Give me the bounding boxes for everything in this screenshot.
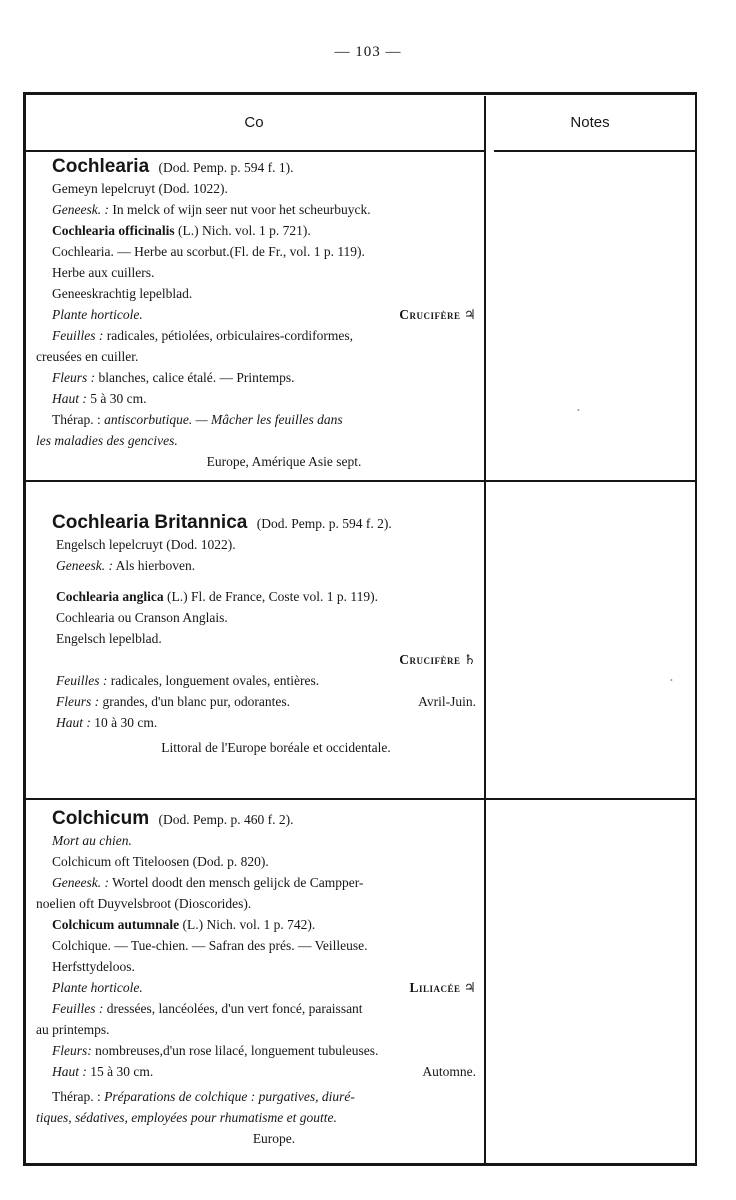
text-line: Colchicum oft Titeloosen (Dod. p. 820).	[52, 854, 269, 869]
page-number: — 103 —	[334, 44, 402, 60]
family-name: Crucifère	[399, 652, 461, 667]
entry-cochlearia	[24, 156, 484, 472]
text-line: Cochlearia ou Cranson Anglais.	[56, 610, 228, 625]
entry-title-ref: (Dod. Pemp. p. 460 f. 2).	[158, 812, 294, 827]
text-line: Fleurs : blanches, calice étalé. — Printemps.	[52, 370, 295, 385]
text-line: les maladies des gencives.	[36, 433, 178, 448]
text-line: Feuilles : radicales, pétiolées, orbiculaires-cordiformes,	[52, 328, 354, 343]
entry-cochlearia-britannica	[24, 512, 484, 758]
text-line: Geneesk. : Wortel doodt den mensch gelijck de Campper-	[52, 875, 364, 890]
text-line: Herbe aux cuillers.	[52, 265, 155, 280]
species-name: Colchicum autumnale	[52, 917, 180, 932]
text-line: Haut : 10 à 30 cm.	[56, 715, 158, 730]
text-line: Herfsttydeloos.	[52, 959, 135, 974]
text-line: Haut : 5 à 30 cm.	[52, 391, 147, 406]
text-line: Engelsch lepelcruyt (Dod. 1022).	[56, 537, 236, 552]
entry-title: Colchicum	[52, 808, 150, 829]
text-line: Thérap. : Préparations de colchique : purgatives, diuré-	[52, 1089, 355, 1104]
column-divider	[484, 96, 486, 1164]
text-line: au printemps.	[36, 1022, 110, 1037]
family-symbol: ♃	[463, 980, 476, 995]
species-name: Cochlearia anglica	[56, 589, 164, 604]
speck: •	[577, 406, 580, 415]
entry-title-ref: (Dod. Pemp. p. 594 f. 1).	[158, 160, 294, 175]
text-line: Thérap. : antiscorbutique. — Mâcher les feuilles dans	[52, 412, 343, 427]
text-line: Gemeyn lepelcruyt (Dod. 1022).	[52, 181, 228, 196]
text-line: Fleurs: nombreuses,d'un rose lilacé, longuement tubuleuses.	[52, 1043, 379, 1058]
entry-divider-2	[24, 798, 696, 800]
text-line: creusées en cuiller.	[36, 349, 139, 364]
text-line: Feuilles : radicales, longuement ovales, entières.	[56, 673, 320, 688]
notes-header-rule	[494, 150, 696, 152]
entry-title-ref: (Dod. Pemp. p. 594 f. 2).	[256, 516, 392, 531]
column-header-main: Co	[244, 114, 264, 131]
species-line: Cochlearia officinalis (L.) Nich. vol. 1 p. 721).	[52, 223, 311, 238]
species-name: Cochlearia officinalis	[52, 223, 175, 238]
text-line: Haut : 15 à 30 cm. Automne.	[52, 1064, 476, 1079]
family-name: Liliacée	[409, 980, 461, 995]
family-symbol: ♄	[463, 652, 476, 667]
right-border	[695, 92, 698, 1166]
text-line: tiques, sédatives, employées pour rhumatisme et goutte.	[36, 1110, 337, 1125]
text-line: noelien oft Duyvelsbroot (Dioscorides).	[36, 896, 252, 911]
column-header-notes: Notes	[570, 114, 610, 131]
text-line: Feuilles : dressées, lancéolées, d'un vert foncé, paraissant	[52, 1001, 363, 1016]
entry-title: Cochlearia Britannica	[52, 512, 248, 533]
text-line: Fleurs : grandes, d'un blanc pur, odorantes. Avril-Juin.	[56, 694, 476, 709]
text-line: Engelsch lepelblad.	[56, 631, 162, 646]
bottom-rule	[24, 1163, 696, 1166]
speck: •	[670, 676, 673, 685]
text-line: Plante horticole. Crucifère ♃	[52, 307, 476, 322]
distribution-line: Europe, Amérique Asie sept.	[206, 454, 362, 469]
family-name: Crucifère	[399, 307, 461, 322]
entry-title-line	[24, 808, 484, 830]
entry-title-line	[24, 156, 484, 178]
species-line: Cochlearia anglica (L.) Fl. de France, Coste vol. 1 p. 119).	[56, 589, 378, 604]
distribution-line: Europe.	[252, 1131, 296, 1146]
family-line	[24, 649, 484, 670]
entry-title: Cochlearia	[52, 156, 150, 177]
text-line: Geneeskrachtig lepelblad.	[52, 286, 193, 301]
text-line: Geneesk. : Als hierboven.	[56, 558, 196, 573]
text-line: Geneesk. : In melck of wijn seer nut voor het scheurbuyck.	[52, 202, 371, 217]
top-rule	[24, 92, 696, 95]
header-rule	[24, 150, 484, 152]
text-line: Mort au chien.	[52, 833, 132, 848]
entry-colchicum	[24, 808, 484, 1149]
text-line: Plante horticole. Liliacée ♃	[52, 980, 476, 995]
table-frame	[24, 92, 696, 1166]
text-line: Colchique. — Tue-chien. — Safran des prés. — Veilleuse.	[52, 938, 368, 953]
entry-title-line	[24, 512, 484, 534]
entry-divider-1	[24, 480, 696, 482]
distribution-line: Littoral de l'Europe boréale et occidentale.	[161, 740, 391, 755]
species-line: Colchicum autumnale (L.) Nich. vol. 1 p. 742).	[52, 917, 316, 932]
text-line: Cochlearia. — Herbe au scorbut.(Fl. de Fr., vol. 1 p. 119).	[52, 244, 365, 259]
family-symbol: ♃	[463, 307, 476, 322]
